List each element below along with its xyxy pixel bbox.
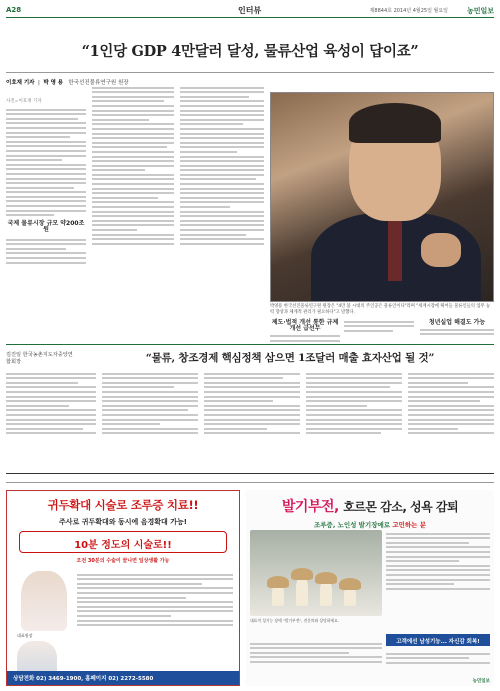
ad2-body-text-2	[386, 650, 490, 680]
supplement-advertisement[interactable]	[246, 490, 494, 686]
ad-subheadline: 주사로 귀두확대와 동시에 음경확대 가능!	[59, 518, 187, 526]
article2-column-5	[408, 370, 494, 470]
ad2-subheadline	[246, 520, 494, 529]
interviewee-name: 박 영 용	[43, 80, 64, 86]
ad2-subheadline-a: 조루증, 노인성 발기장애로	[313, 521, 391, 529]
photo-caption: 박영용 한국선진물류연구원 원장은 "4만 불 시대의 주인공은 물류인이다"라며 "세계시장에 뛰어들 물류인들의 업무 능력 향상과 체계적 관리가 필요하다"고 말했다.	[270, 304, 491, 315]
ad2-subheadline-b: 고민하는 분	[392, 521, 426, 529]
article-column-5	[344, 318, 414, 342]
article-column-1	[6, 106, 86, 342]
article2-column-3	[204, 370, 300, 470]
ad2-brand: 농민일보	[472, 679, 490, 684]
subhead-youth-jobs: 청년실업 해결도 가능	[428, 319, 486, 326]
ad2-headline-a: 발기부전,	[281, 499, 339, 515]
mushroom-product-image	[250, 530, 382, 616]
article2-column-1	[6, 370, 96, 470]
byline-divider	[6, 72, 494, 73]
ad2-cta-banner: 고객에선 남성기능... 자신감 회복!	[386, 634, 490, 646]
page-header	[6, 4, 494, 18]
article2-column-2	[102, 370, 198, 470]
byline: 이호재 기자 | 박 영 용 한국선진물류연구원 원장	[6, 80, 129, 86]
page-number: A28	[6, 6, 22, 14]
section-title: 인터뷰	[238, 6, 262, 15]
ad-tagline: 오전 30분의 수술이 끝나면 일상생활 가능	[76, 558, 170, 564]
article2-headline: “물류, 창조경제 핵심정책 삼으면 1조달러 매출 효자산업 될 것”	[145, 352, 435, 364]
newspaper-name: 농민일보	[466, 7, 494, 15]
article2-kicker: 김진일 한국농촌지도자중앙연합회장	[6, 352, 73, 365]
article2-column-4	[306, 370, 402, 470]
doctor-photo	[21, 571, 67, 631]
ad2-headline-b: 호르몬 감소, 성욕 감퇴	[343, 500, 459, 514]
ad-highlight-box	[19, 531, 227, 553]
interviewee-photo	[270, 92, 494, 302]
ad-body-text	[77, 571, 233, 661]
section-divider	[6, 344, 494, 345]
ad-headline: 귀두확대 시술로 조루증 치료!!	[47, 498, 199, 512]
subhead-market-size: 국제 물류시장 규모 약200조원	[7, 220, 85, 234]
clinic-advertisement[interactable]	[6, 490, 240, 686]
article-column-3	[180, 84, 264, 342]
doctor-label: 대표원장	[17, 633, 33, 638]
ad2-headline	[246, 496, 494, 516]
article-column-6	[420, 318, 494, 342]
ad2-body-text-3	[250, 640, 382, 684]
ad2-caption: 대표적 성기능 장애 "발기부전", 전문의와 상담하세요.	[250, 618, 339, 623]
article-column-2	[92, 84, 174, 342]
photo-credit: 사진=이호재 기자	[6, 99, 42, 104]
reporter-name: 이호재 기자	[6, 80, 35, 86]
article-headline: “1인당 GDP 4만달러 달성, 물류산업 육성이 답이죠”	[81, 43, 419, 60]
interviewee-title: 한국선진물류연구원 원장	[68, 80, 129, 86]
ad2-body-text	[386, 530, 490, 630]
ads-divider	[6, 473, 494, 474]
subhead-regulation: 제도·법적 개선 통한 규제 개선 급선무	[271, 319, 339, 333]
article-column-4	[270, 318, 340, 342]
ads-subdivider	[6, 482, 494, 483]
ad-highlight-text: 10분 정도의 시술로!!	[74, 540, 172, 551]
article-column-6-top	[420, 84, 494, 92]
ad-contact-bar: 상담전화 02) 3469-1900, 홈페이지 02) 2272-5580	[7, 671, 239, 685]
issue-info: 제8844호 2014년 4월25일 월요일	[369, 8, 448, 14]
